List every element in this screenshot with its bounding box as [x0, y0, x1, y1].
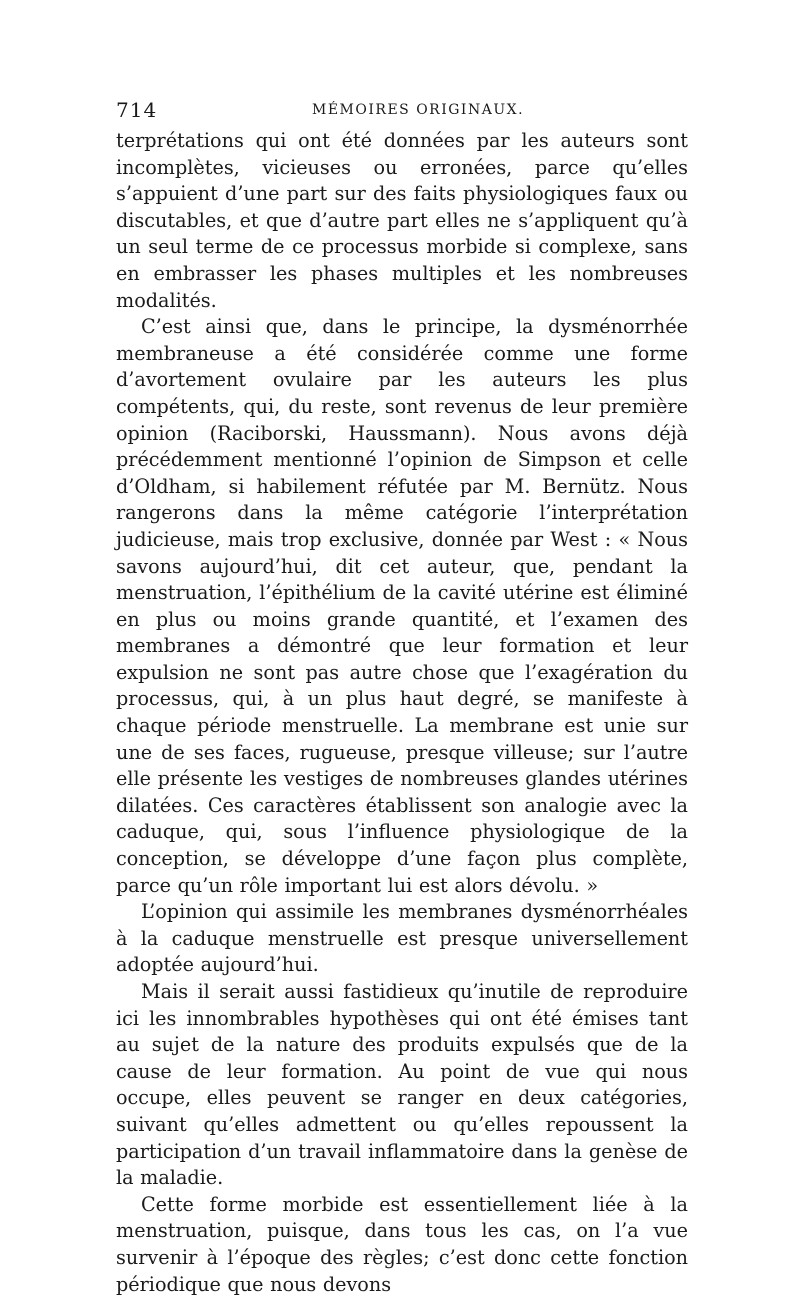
page-header [116, 98, 684, 124]
running-title: MÉMOIRES ORIGINAUX. [312, 102, 525, 118]
paragraph-continuation: terprétations qui ont été données par les auteurs sont incomplètes, vicieuses ou erronées, parce qu’elles s’appuient d’une part sur des faits physiologiques faux ou discutables, et que d’autre part elles ne s’appliquent qu’à un seul terme de ce processus morbide si complexe, sans en embrasser les phases multiples et les nombreuses modalités. [116, 129, 688, 312]
body-text [116, 128, 688, 1298]
paragraph-hypotheses: Mais il serait aussi fastidieux qu’inutile de reproduire ici les innombrables hypothèses qui ont été émises tant au sujet de la nature des produits expulsés que de la cause de leur formation. Au point de vue qui nous occupe, elles peuvent se ranger en deux catégories, suivant qu’elles admettent ou qu’elles repoussent la participation d’un travail inflammatoire dans la genèse de la maladie. [116, 980, 688, 1190]
paragraph-menstruation: Cette forme morbide est essentiellement liée à la menstruation, puisque, dans tous les cas, on l’a vue survenir à l’époque des règles; c’est donc cette fonction périodique que nous devons [116, 1192, 688, 1296]
paragraph-caduque-opinion: L’opinion qui assimile les membranes dysménorrhéales à la caduque menstruelle est presque universellement adoptée aujourd’hui. [116, 900, 688, 977]
page-number: 714 [116, 98, 158, 122]
paragraph-west-quote: C’est ainsi que, dans le principe, la dysménorrhée membraneuse a été considérée comme une forme d’avortement ovulaire par les auteurs les plus compétents, qui, du reste, sont revenus de leur première opinion (Raciborski, Haussmann). Nous avons déjà précédemment mentionné l’opinion de Simpson et celle d’Oldham, si habilement réfutée par M. Bernütz. Nous rangerons dans la même catégorie l’interprétation judicieuse, mais trop exclusive, donnée par West : « Nous savons aujourd’hui, dit cet auteur, que, pendant la menstruation, l’épithélium de la cavité utérine est éliminé en plus ou moins grande quantité, et l’examen des membranes a démontré que leur formation et leur expulsion ne sont pas autre chose que l’exagération du processus, qui, à un plus haut degré, se manifeste à chaque période menstruelle. La membrane est unie sur une de ses faces, rugueuse, presque villeuse; sur l’autre elle présente les vestiges de nombreuses glandes utérines dilatées. Ces caractères établissent son analogie avec la caduque, qui, sous l’influence physiologique de la conception, se développe d’une façon plus complète, parce qu’un rôle important lui est alors dévolu. » [116, 315, 688, 897]
